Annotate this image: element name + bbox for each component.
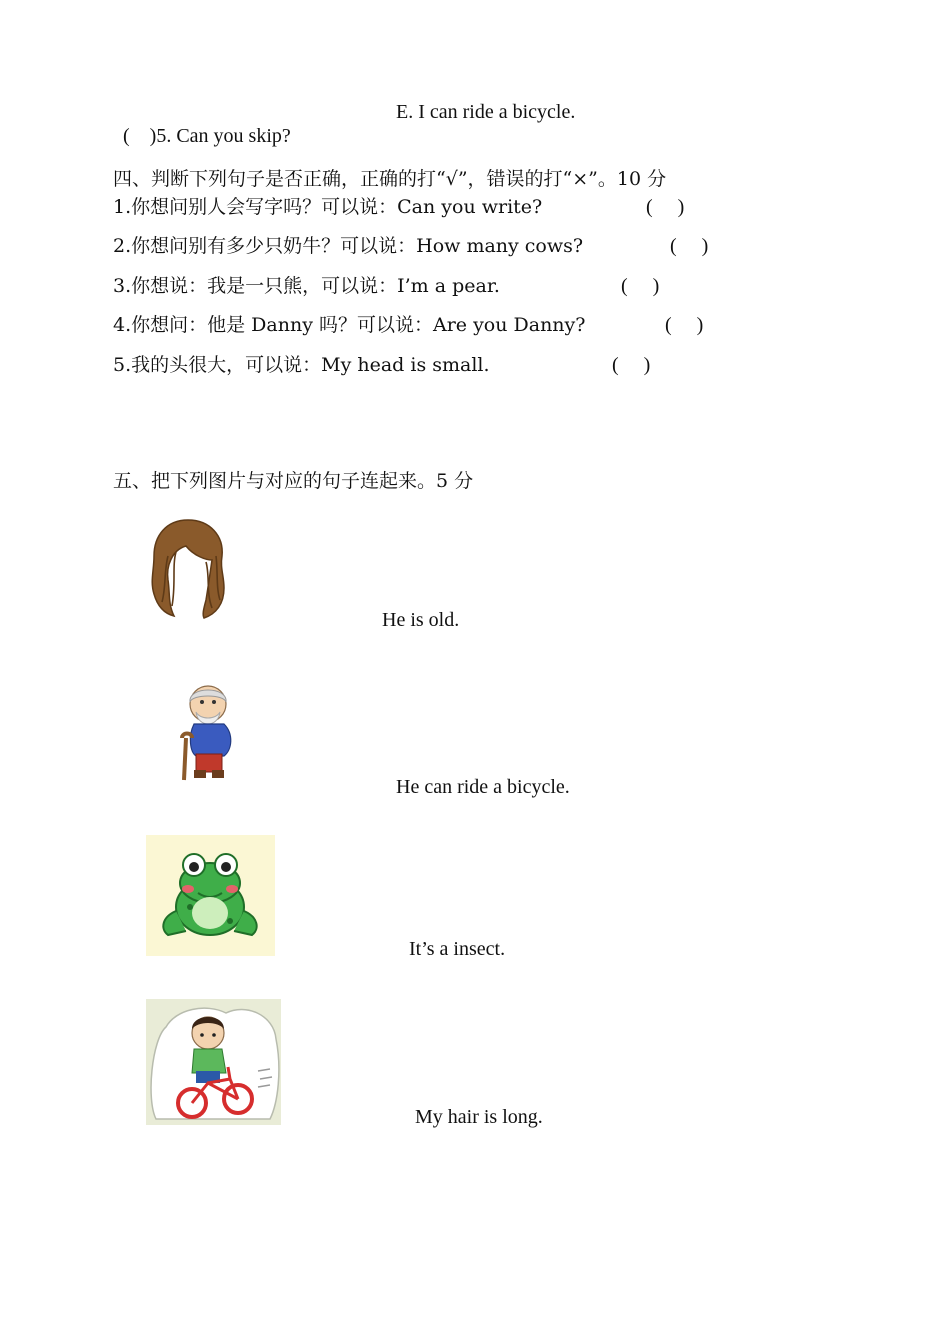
judge-answer-4[interactable]: ( ) <box>665 314 704 336</box>
judge-item-3: 3.你想说：我是一只熊，可以说：I’m a pear. <box>113 275 500 297</box>
sentence-hair[interactable]: My hair is long. <box>415 1106 543 1128</box>
judge-item-1: 1.你想问别人会写字吗？可以说：Can you write? <box>113 196 543 218</box>
long-hair-icon[interactable] <box>146 516 230 620</box>
boy-riding-bicycle-icon[interactable] <box>146 999 281 1125</box>
judge-answer-3[interactable]: ( ) <box>621 275 660 297</box>
answer-paren[interactable]: ( ) <box>123 125 157 147</box>
judge-item-5: 5.我的头很大，可以说：My head is small. <box>113 354 490 376</box>
match-answer-e: E. I can ride a bicycle. <box>396 101 576 123</box>
old-man-icon[interactable] <box>168 676 248 786</box>
judge-answer-1[interactable]: ( ) <box>646 196 685 218</box>
judge-answer-5[interactable]: ( ) <box>612 354 651 376</box>
section5-heading: 五、把下列图片与对应的句子连起来。5 分 <box>113 470 474 492</box>
frog-icon[interactable] <box>146 835 275 956</box>
sentence-bicycle[interactable]: He can ride a bicycle. <box>396 776 570 798</box>
match-item-5 <box>113 100 291 148</box>
judge-answer-2[interactable]: ( ) <box>670 235 709 257</box>
section4-heading: 四、判断下列句子是否正确，正确的打“√”，错误的打“×”。10 分 <box>113 168 667 190</box>
sentence-insect[interactable]: It’s a insect. <box>409 938 506 960</box>
sentence-old[interactable]: He is old. <box>382 609 460 631</box>
question-text: 5. Can you skip? <box>156 125 291 147</box>
judge-item-4: 4.你想问：他是 Danny 吗？可以说：Are you Danny? <box>113 314 586 336</box>
judge-item-2: 2.你想问别有多少只奶牛？可以说：How many cows? <box>113 235 584 257</box>
